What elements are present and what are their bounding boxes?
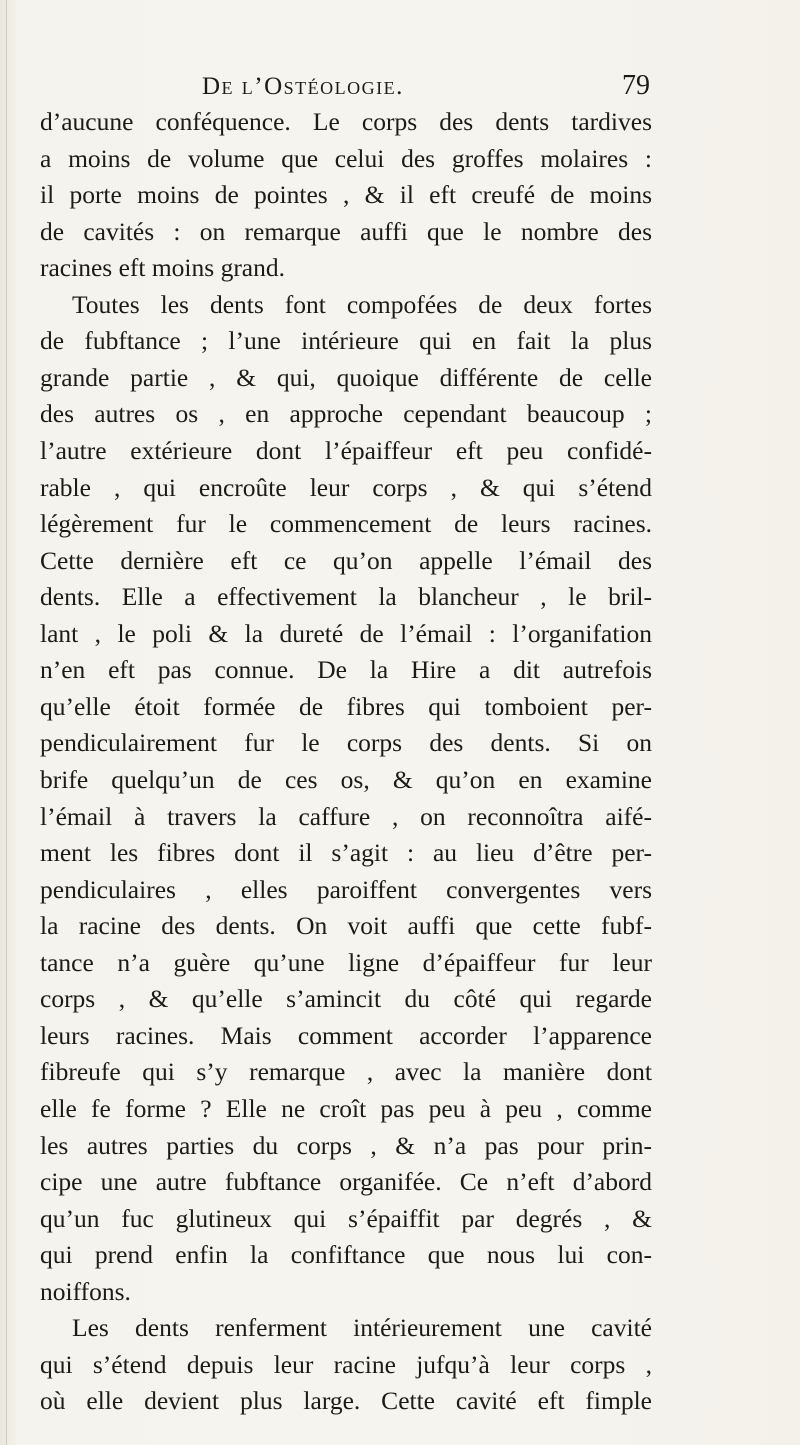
text-line: rable , qui encroûte leur corps , & qui s’étend — [40, 472, 652, 502]
text-line: fibreufe qui s’y remarque , avec la manière dont — [40, 1057, 652, 1087]
text-line: il porte moins de pointes , & il eft creufé de moins — [40, 180, 652, 210]
text-line: qui prend enfin la confiftance que nous lui con- — [40, 1240, 652, 1270]
text-line: leurs racines. Mais comment accorder l’apparence — [40, 1020, 652, 1050]
text-line: racines eft moins grand. — [40, 253, 286, 283]
text-line: des autres os , en approche cependant beaucoup ; — [40, 399, 652, 429]
text-line: pendiculairement fur le corps des dents. Si on — [40, 728, 652, 758]
text-line: d’aucune conféquence. Le corps des dents tardives — [40, 107, 652, 136]
text-line: l’autre extérieure dont l’épaiffeur eft peu confidé- — [40, 436, 652, 465]
text-line: où elle devient plus large. Cette cavité eft fimple — [40, 1386, 652, 1416]
text-line: lant , le poli & la dureté de l’émail : l’organifation — [40, 618, 652, 648]
text-line: la racine des dents. On voit auffi que cette fubf- — [40, 911, 652, 941]
text-line: Cette dernière eft ce qu’on appelle l’émail des — [40, 545, 652, 575]
text-line: cipe une autre fubftance organifée. Ce n’eft d’abord — [40, 1167, 652, 1197]
text-line: n’en eft pas connue. De la Hire a dit autrefois — [40, 655, 652, 685]
text-line: noiffons. — [40, 1276, 131, 1306]
text-line: ment les fibres dont il s’agit : au lieu d’être per- — [40, 838, 652, 868]
text-line: dents. Elle a effectivement la blancheur , le bril- — [40, 582, 652, 612]
text-line: l’émail à travers la caffure , on reconnoîtra aifé- — [40, 801, 652, 831]
text-line: de fubftance ; l’une intérieure qui en fait la plus — [40, 326, 652, 356]
text-line: qu’elle étoit formée de fibres qui tomboient per- — [40, 691, 652, 721]
text-line: qui s’étend depuis leur racine jufqu’à leur corps , — [40, 1349, 652, 1379]
running-head: De l’Ostéologie. — [202, 73, 404, 100]
text-line: a moins de volume que celui des groffes molaires : — [40, 143, 652, 173]
text-line: elle fe forme ? Elle ne croît pas peu à peu , comme — [40, 1094, 652, 1123]
text-line: Toutes les dents font compofées de deux fortes — [72, 289, 652, 319]
text-line: brife quelqu’un de ces os, & qu’on en examine — [40, 765, 652, 794]
text-line: corps , & qu’elle s’amincit du côté qui regarde — [40, 984, 652, 1014]
text-line: pendiculaires , elles paroiffent convergentes vers — [40, 874, 652, 904]
text-line: les autres parties du corps , & n’a pas pour prin- — [40, 1130, 652, 1160]
text-line: tance n’a guère qu’une ligne d’épaiffeur fur leur — [40, 947, 652, 977]
text-line: Les dents renferment intérieurement une cavité — [72, 1313, 652, 1343]
text-line: légèrement fur le commencement de leurs racines. — [40, 509, 652, 539]
text-line: de cavités : on remarque auffi que le nombre des — [40, 216, 652, 246]
text-line: grande partie , & qui, quoique différente de celle — [40, 362, 652, 392]
text-line: qu’un fuc glutineux qui s’épaiffit par degrés , & — [40, 1203, 652, 1233]
page-number: 79 — [622, 70, 650, 101]
